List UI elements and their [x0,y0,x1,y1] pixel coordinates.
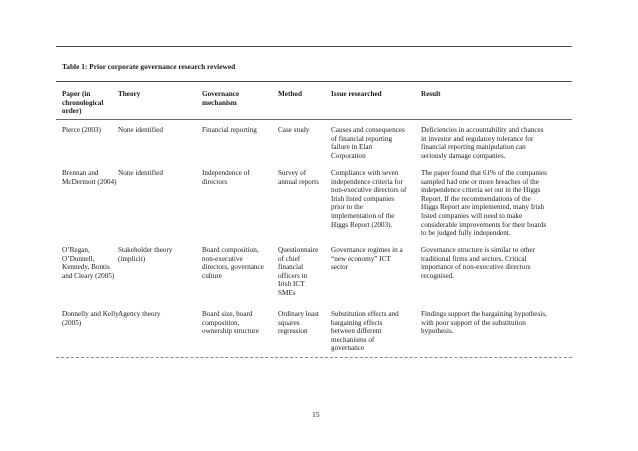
table-row-1-result: Deficiencies in accountability and chances in investor and regulatory tolerance for financial reporting manipulation can seriously damage companies. [421,126,544,160]
table-row-3-paper: O’Regan, O’Donnell, Kennedy, Bontis and Cleary (2005) [62,246,115,280]
header-result: Result [421,90,441,98]
table-row-4-mechanism: Board size, board composition, ownership structure [202,310,259,336]
table-row-3-result: Governance structure is similar to other traditional firms and sectors. Critical importance of non-executive directors recognised. [421,246,535,280]
header-governance-mechanism: Governance mechanism [202,90,240,107]
table-row-1-paper: Pierce (2003) [62,126,101,134]
table-row-2-paper: Brennan and McDermott (2004) [62,169,117,186]
table-row-4-issue: Substitution effects and bargaining effects between different mechanisms of governance [331,310,399,353]
page-number: 15 [312,410,320,419]
table-row-2-issue: Compliance with seven independence criteria for non-executive directors of Irish listed companies prior to the implementation of the Higgs Report (2003). [331,169,407,229]
table-row-3-issue: Governance regimes in a “new economy” ICT sector [331,246,403,272]
table-row-2-mechanism: Independence of directors [202,169,250,186]
table-row-3-method: Questionnaire of chief financial officers in Irish ICT SMEs [278,246,319,297]
table-row-4-result: Findings support the bargaining hypothesis, with poor support of the substitution hypothesis. [421,310,547,336]
table-row-4-theory: Agency theory [118,310,161,318]
header-rule [56,119,572,120]
governance-research-table [56,46,572,358]
header-paper: Paper (in chronological order) [62,90,104,116]
table-row-4-paper: Donnelly and Kelly (2005) [62,310,119,327]
table-caption: Table 1: Prior corporate governance research reviewed [62,62,236,71]
table-row-1-issue: Causes and consequences of financial reporting failure in Elan Corporation [331,126,405,160]
table-row-1-theory: None identified [118,126,163,134]
table-row-2-theory: None identified [118,169,163,177]
table-row-1-mechanism: Financial reporting [202,126,257,134]
table-row-2-result: The paper found that 61% of the companies sampled had one or more breaches of the independence criteria set out in the Higgs Report. If the recommendations of the Higgs Report are implemented, many Irish listed companies will need to make considerable improvements for their boards to be judged fully independent. [421,169,547,238]
table-row-3-mechanism: Board composition, non-executive directors, governance culture [202,246,264,280]
table-row-2-method: Survey of annual reports [278,169,319,186]
header-theory: Theory [118,90,141,98]
header-issue-researched: Issue researched [331,90,382,98]
table-row-3-theory: Stakeholder theory (implicit) [118,246,173,263]
table-row-4-method: Ordinary least squares regression [278,310,319,336]
table-row-1-method: Case study [278,126,310,134]
caption-rule [56,81,572,82]
header-method: Method [278,90,302,98]
